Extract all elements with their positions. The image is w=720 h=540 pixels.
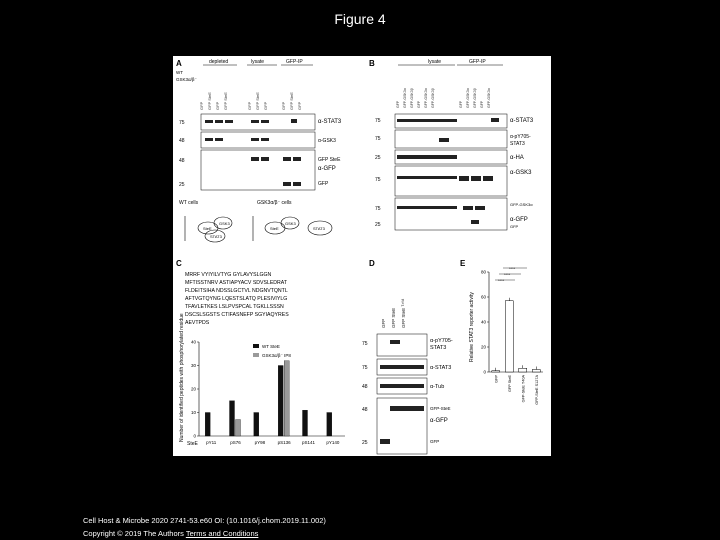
panel-a-band-5: GFP (318, 181, 329, 187)
svg-text:GFP-GSK3α: GFP-GSK3α (487, 88, 491, 108)
panel-a-gsk-label: GSK3α/β⁻ (176, 77, 197, 82)
panel-d-mw-3: 48 (362, 384, 368, 390)
svg-text:GFP-GSK3β: GFP-GSK3β (473, 88, 477, 108)
panel-d-letter: D (369, 259, 375, 268)
svg-text:GFP: GFP (396, 100, 400, 108)
copyright-text: Copyright © 2019 The Authors (83, 529, 184, 538)
x-tick-label: pS141 (301, 440, 316, 445)
panel-b-band-6: GFP-GSK3α (510, 202, 533, 207)
panel-a-band-2: α-GSK3 (318, 138, 336, 144)
panel-d-band-7: GFP (430, 439, 440, 444)
bar (230, 401, 235, 436)
svg-text:GFP: GFP (297, 101, 302, 110)
panel-a-mw-3: 48 (179, 158, 185, 164)
legend-swatch-wt (253, 344, 259, 348)
panel-b-band-3: STAT3 (510, 141, 525, 147)
panel-c-ylabel: Number of identified peptides with phosphorylated residue (179, 313, 185, 442)
panel-e-sig-3: **** (498, 278, 505, 283)
svg-text:GFP: GFP (263, 101, 268, 110)
x-tick-label: pY140 (326, 440, 340, 445)
y-tick-label: 20 (480, 344, 486, 350)
panel-a2-gsk: GSK3 (219, 221, 230, 226)
panel-d-mw-5: 25 (362, 440, 368, 446)
figure-image (173, 56, 551, 456)
bar (303, 410, 308, 436)
svg-text:FLDEITSIHA NDSSLGCTVL NDGNVTQN: FLDEITSIHA NDSSLGCTVL NDGNVTQNTL (185, 288, 288, 294)
panel-b-band-2: α-pY705- (510, 134, 531, 140)
panel-b-mw-6: 25 (375, 222, 381, 228)
bar (492, 371, 500, 372)
legend-label-wt: WT SteE (262, 344, 280, 349)
x-tick-label: pY98 (254, 440, 266, 445)
legend-label-gsk: GSK3α/β⁻ IP8 (262, 353, 291, 358)
svg-text:TFAVLETKES LSLPVSPCAL TGKLLSSS: TFAVLETKES LSLPVSPCAL TGKLLSSSN (185, 304, 284, 310)
svg-text:GFP: GFP (459, 100, 463, 108)
panel-c-xprefix: SteE (187, 441, 198, 447)
svg-text:MRRF VYIYILVTYG GYLAVYSLGGN: MRRF VYIYILVTYG GYLAVYSLGGN (185, 272, 272, 278)
panel-b-letter: B (369, 59, 375, 68)
bar (327, 413, 332, 437)
figure-canvas (173, 56, 551, 456)
bar (254, 413, 259, 437)
panel-a-bands (205, 119, 301, 186)
panel-d-blot-1 (377, 334, 427, 356)
page-title: Figure 4 (334, 11, 386, 27)
panel-d-band-5: GFP-SteE (430, 406, 451, 411)
y-tick-label: 0 (193, 433, 196, 439)
x-tick-label: GFP-SteE S127A (534, 375, 539, 405)
panel-b-mw-5: 75 (375, 206, 381, 212)
svg-text:MFTISSTNRV ASTIAPYACV SDVSLEDR: MFTISSTNRV ASTIAPYACV SDVSLEDRAT (185, 280, 288, 286)
y-tick-label: 0 (483, 369, 486, 375)
svg-text:GFP SteE: GFP SteE (207, 92, 212, 110)
panel-d-lane-labels (381, 298, 406, 328)
panel-a2-gsk-2: GSK3 (285, 221, 296, 226)
panel-d-bands (380, 340, 424, 444)
svg-text:GFP: GFP (247, 101, 252, 110)
panel-a-mw-1: 75 (179, 120, 185, 126)
y-tick-label: 40 (480, 319, 486, 325)
svg-text:GFP SteE: GFP SteE (391, 307, 396, 328)
panel-b-band-8: GFP (510, 224, 519, 229)
panel-d-mw-1: 75 (362, 341, 368, 347)
x-tick-label: GFP-SteE T40A (521, 375, 526, 403)
panel-a2-stat: STAT3 (210, 234, 222, 239)
panel-d-band-3: α-STAT3 (430, 365, 452, 371)
panel-e-sig-2: **** (504, 272, 511, 277)
panel-c-letter: C (176, 259, 182, 268)
svg-text:AFTVGTQYNG LQESTSLATQ PLESIVIY: AFTVGTQYNG LQESTSLATQ PLESIVIYLG (185, 296, 288, 302)
panel-a-group-2: lysate (251, 59, 265, 65)
svg-text:GFP: GFP (281, 101, 286, 110)
panel-e-ylabel: Relative STAT3 reporter activity (469, 292, 475, 362)
panel-a-mw-4: 25 (179, 182, 185, 188)
panel-b-group-1: lysate (428, 59, 442, 65)
panel-a2-gsk-cells: GSK3α/β⁻ cells (257, 200, 292, 206)
y-tick-label: 40 (190, 339, 196, 345)
bar (519, 368, 527, 372)
panel-b-band-7: α-GFP (510, 217, 528, 223)
svg-text:GFP-GSK3α: GFP-GSK3α (403, 88, 407, 108)
svg-text:GFP SteE: GFP SteE (255, 92, 260, 110)
svg-text:GFP SteE: GFP SteE (223, 92, 228, 110)
panel-a-band-3: GFP SteE (318, 157, 341, 163)
panel-b-mw-1: 75 (375, 118, 381, 124)
panel-b-group-2: GFP-IP (469, 59, 486, 65)
bar (236, 420, 241, 436)
x-tick-label: pS136 (277, 440, 291, 445)
y-tick-label: 30 (190, 363, 196, 368)
panel-d-band-1: α-pY705- (430, 338, 453, 344)
x-tick-label: pS76 (230, 440, 241, 445)
panel-c-sequence (185, 272, 289, 326)
svg-text:GFP: GFP (417, 100, 421, 108)
svg-text:GFP: GFP (215, 101, 220, 110)
panel-a-group-3: GFP-IP (286, 59, 303, 65)
panel-b-mw-3: 25 (375, 155, 381, 161)
panel-b-mw-2: 75 (375, 136, 381, 142)
x-tick-label: GFP SteE (507, 375, 512, 393)
citation-text: Cell Host & Microbe 2020 2741-53.e60 OI: (10.1016/j.chom.2019.11.002) (83, 516, 326, 525)
panel-b-band-4: α-HA (510, 155, 524, 161)
y-tick-label: 10 (190, 410, 196, 415)
panel-a2-stee: SteE (203, 226, 212, 231)
panel-a2-wt-cells: WT cells (179, 200, 199, 206)
legend-swatch-gsk (253, 353, 259, 357)
svg-text:GFP-GSK3α: GFP-GSK3α (424, 88, 428, 108)
bar (205, 413, 210, 437)
x-tick-label: pY11 (206, 440, 217, 445)
svg-text:GFP-GSK3α: GFP-GSK3α (466, 88, 470, 108)
bar (278, 366, 283, 437)
panel-a-wt-label: WT (176, 70, 183, 75)
panel-b-band-1: α-STAT3 (510, 118, 534, 124)
panel-d-mw-4: 48 (362, 407, 368, 413)
panel-d-band-4: α-Tub (430, 384, 445, 390)
svg-text:DSCSLSGSTS CTIFASNEFP SGYIAQYR: DSCSLSGSTS CTIFASNEFP SGYIAQYRES (185, 312, 289, 318)
panel-a-group-1: depleted (209, 59, 229, 65)
y-tick-label: 80 (480, 269, 486, 275)
terms-link[interactable]: Terms and Conditions (185, 529, 259, 538)
bar (532, 370, 540, 373)
svg-text:GFP: GFP (381, 318, 386, 328)
panel-a2-stat-2: STAT3 (313, 226, 325, 231)
panel-b-blot-2 (395, 130, 507, 148)
bar (284, 361, 289, 436)
panel-e-sig-1: **** (509, 266, 516, 271)
svg-text:GFP: GFP (480, 100, 484, 108)
panel-b-lane-labels (396, 88, 491, 108)
panel-d-mw-2: 75 (362, 365, 368, 371)
panel-b-bands (397, 118, 499, 224)
panel-e-chart (481, 268, 543, 405)
panel-b-blot-5 (395, 198, 507, 230)
panel-e-letter: E (460, 259, 466, 268)
svg-text:GFP SteE: GFP SteE (289, 92, 294, 110)
panel-a-mw-2: 48 (179, 138, 185, 144)
svg-text:GFP SteE ᵀ⁴⁰ᴬ: GFP SteE ᵀ⁴⁰ᴬ (401, 298, 406, 328)
copyright-line (83, 529, 258, 538)
panel-a-letter: A (176, 59, 182, 68)
svg-text:AEVTPDS: AEVTPDS (185, 320, 210, 326)
panel-d-band-2: STAT3 (430, 345, 447, 351)
panel-a-band-4: α-GFP (318, 166, 336, 172)
panel-a2-stee-2: SteE (270, 226, 279, 231)
svg-text:GFP: GFP (199, 101, 204, 110)
panel-a-lane-labels (199, 92, 302, 110)
panel-b-band-5: α-GSK3 (510, 170, 532, 176)
bar (505, 301, 513, 372)
panel-a-band-1: α-STAT3 (318, 119, 342, 125)
y-tick-label: 60 (480, 294, 486, 300)
panel-d-band-6: α-GFP (430, 418, 448, 424)
svg-text:GFP-GSK3β: GFP-GSK3β (410, 88, 414, 108)
svg-text:GFP-GSK3β: GFP-GSK3β (431, 88, 435, 108)
y-tick-label: 20 (190, 386, 196, 392)
panel-b-mw-4: 75 (375, 177, 381, 183)
x-tick-label: GFP (494, 375, 499, 383)
